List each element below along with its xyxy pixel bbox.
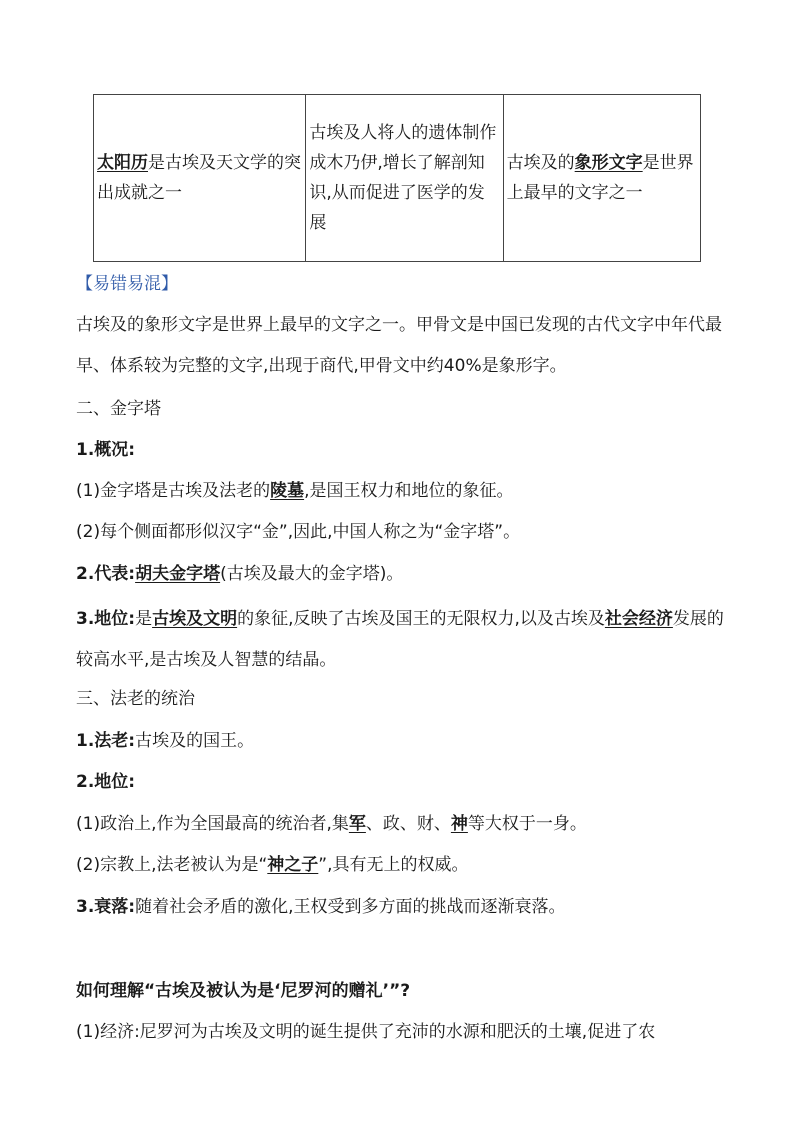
- table-cell-hieroglyph: [503, 95, 700, 262]
- pyramid-overview-1: [76, 479, 736, 503]
- pharaoh-decline: [76, 895, 736, 919]
- keyword-tomb: 陵墓: [270, 481, 305, 501]
- keyword-divine: 神: [450, 814, 468, 834]
- cell-text: 古埃及人将人的遗体制作成木乃伊,增长了解剖知识,从而促进了医学的发展: [309, 123, 497, 233]
- item-label: 1.概况:: [76, 440, 136, 460]
- table-row: [94, 95, 701, 262]
- section-title: 二、金字塔: [76, 399, 161, 419]
- section-title: 三、法老的统治: [76, 689, 195, 709]
- text: (古埃及最大的金字塔)。: [220, 564, 404, 584]
- item-label: 1.法老:: [76, 731, 136, 751]
- pharaoh-definition: [76, 729, 736, 753]
- text: (1)金字塔是古埃及法老的: [76, 481, 271, 501]
- section-heading-pyramid: [76, 397, 736, 421]
- text: 、政、财、: [365, 814, 451, 834]
- question-heading: 如何理解“古埃及被认为是‘尼罗河的赠礼’”?: [76, 981, 411, 1001]
- item-label: 3.衰落:: [76, 897, 136, 917]
- tip-tag: 【易错易混】: [76, 274, 178, 294]
- pyramid-overview-label: [76, 438, 736, 462]
- keyword-military: 军: [348, 814, 366, 834]
- cell-text: 是古埃及天文学的突出成就之一: [97, 153, 301, 203]
- item-label: 3.地位:: [76, 609, 136, 629]
- keyword-egyptian-civilization: 古埃及文明: [152, 609, 238, 629]
- text: (2)宗教上,法老被认为是“: [76, 855, 268, 875]
- text: 的象征,反映了古埃及国王的无限权力,以及古埃及: [237, 609, 605, 629]
- keyword-khufu-pyramid: 胡夫金字塔: [135, 564, 221, 584]
- table-cell-mummy: [306, 95, 503, 262]
- item-label: 2.地位:: [76, 772, 136, 792]
- text: 古埃及的国王。: [135, 731, 255, 751]
- keyword-son-of-god: 神之子: [267, 855, 319, 875]
- text: (1)经济:尼罗河为古埃及文明的诞生提供了充沛的水源和肥沃的土壤,促进了农: [76, 1022, 656, 1042]
- keyword-hieroglyph: 象形文字: [574, 153, 643, 173]
- text: ”,具有无上的权威。: [318, 855, 469, 875]
- pyramid-status: [76, 599, 738, 681]
- text: 是: [135, 609, 153, 629]
- keyword-social-economy: 社会经济: [604, 609, 673, 629]
- tip-text: 古埃及的象形文字是世界上最早的文字之一。甲骨文是中国已发现的古代文字中年代最早、体系较为完整的文字,出现于商代,甲骨文中约40%是象形字。: [76, 315, 722, 376]
- keyword-solar-calendar: 太阳历: [97, 153, 148, 173]
- pyramid-overview-2: [76, 520, 736, 544]
- tip-paragraph: [76, 305, 738, 387]
- text: (2)每个侧面都形似汉字“金”,因此,中国人称之为“金字塔”。: [76, 522, 521, 542]
- item-label: 2.代表:: [76, 564, 136, 584]
- table-cell-solar-calendar: [94, 95, 306, 262]
- tip-label: [76, 272, 736, 296]
- question-title: [76, 979, 736, 1003]
- text: 随着社会矛盾的激化,王权受到多方面的挑战而逐渐衰落。: [135, 897, 566, 917]
- section-heading-pharaoh: [76, 687, 736, 711]
- achievements-table: [93, 94, 701, 262]
- text: (1)政治上,作为全国最高的统治者,集: [76, 814, 349, 834]
- cell-text: 古埃及的: [506, 153, 575, 173]
- question-answer-1: [76, 1020, 736, 1044]
- pharaoh-status-label: [76, 770, 736, 794]
- text: 等大权于一身。: [467, 814, 587, 834]
- cell-text: 是世界上最早的文字之一: [506, 153, 694, 203]
- text: 发展的较高水平,是古埃及人智慧的结晶。: [76, 609, 724, 670]
- text: ,是国王权力和地位的象征。: [304, 481, 514, 501]
- pyramid-representative: [76, 562, 736, 586]
- pharaoh-status-religious: [76, 853, 736, 877]
- pharaoh-status-political: [76, 812, 736, 836]
